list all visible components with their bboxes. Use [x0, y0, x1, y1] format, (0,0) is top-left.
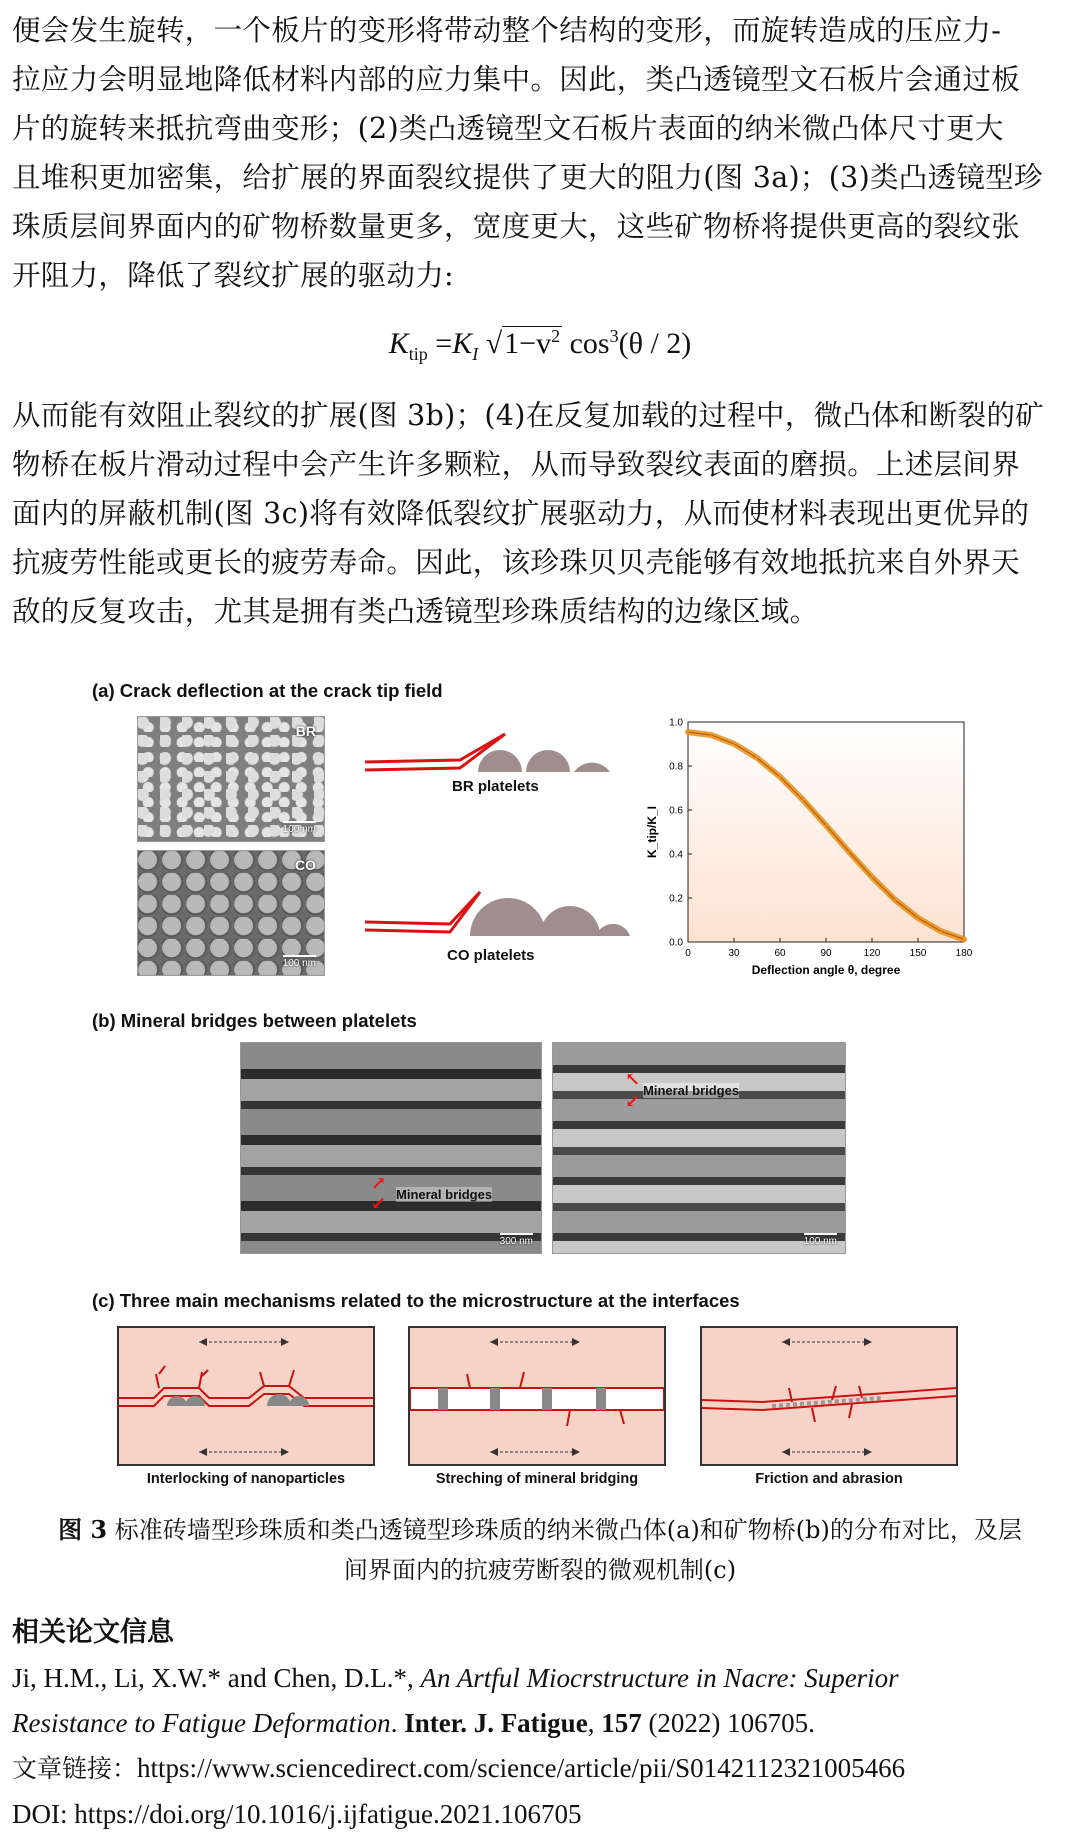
sem-tag-br: BR	[295, 723, 316, 739]
mechanism-label-interlocking: Interlocking of nanoparticles	[146, 1471, 346, 1487]
reference-line-1	[12, 1655, 1068, 1701]
scale-bar: 100 nm	[804, 1233, 837, 1247]
co-platelets-schematic	[360, 880, 630, 940]
mechanism-streching-diagram	[408, 1326, 666, 1466]
data-point	[779, 776, 781, 778]
y-tick-label: 0.6	[669, 805, 683, 817]
text-line: 拉应力会明显地降低材料内部的应力集中。因此，类凸透镜型文石板片会通过板	[12, 63, 1021, 96]
sqrt-sign: √	[485, 327, 503, 360]
x-tick-label: 180	[955, 948, 973, 959]
arrow-icon: ↗	[371, 1173, 387, 1194]
x-tick-label: 120	[863, 948, 881, 959]
eq-sub-tip: tip	[408, 344, 428, 364]
y-tick-label: 0.8	[669, 761, 683, 773]
friction-schematic	[702, 1328, 956, 1464]
arrow-icon: ↖	[625, 1069, 641, 1090]
y-axis-label: K_tip/K_I	[645, 805, 659, 859]
reference-journal: Inter. J. Fatigue	[404, 1708, 588, 1738]
scale-bar: 300 nm	[500, 1233, 533, 1247]
caption-label: 图 3	[58, 1515, 108, 1544]
reference-title-part-1: An Artful Miocrstructure in Nacre: Superior	[420, 1663, 899, 1693]
reference-sep: ,	[587, 1708, 602, 1738]
plot-area	[688, 722, 964, 942]
x-axis-label: Deflection angle θ, degree	[751, 963, 901, 977]
x-tick-label: 0	[685, 948, 691, 959]
mechanism-friction-diagram	[700, 1326, 958, 1466]
sem-image-co	[137, 850, 325, 976]
mineral-bridges-annotation: Mineral bridges	[643, 1083, 740, 1098]
scale-bar: 100 nm	[283, 955, 316, 969]
data-point	[871, 876, 873, 878]
y-tick-label: 1.0	[669, 717, 683, 729]
eq-sup-3: 3	[609, 326, 619, 346]
reference-authors: Ji, H.M., Li, X.W.* and Chen, D.L.*,	[12, 1663, 421, 1693]
data-point	[848, 851, 850, 853]
mechanism-label-streching: Streching of mineral bridging	[435, 1471, 639, 1487]
caption-text-1: 标准砖墙型珍珠质和类凸透镜型珍珠质的纳米微凸体(a)和矿物桥(b)的分布对比，及层	[107, 1516, 1022, 1544]
body-paragraph-2	[12, 391, 1064, 636]
data-point	[917, 917, 919, 919]
y-tick-label: 0.0	[669, 937, 683, 949]
co-platelets-label: CO platelets	[447, 947, 535, 964]
doi-link[interactable]: https://doi.org/10.1016/j.ijfatigue.2021.106705	[74, 1799, 582, 1829]
text-line: 且堆积更加密集，给扩展的界面裂纹提供了更大的阻力(图 3a)；(3)类凸透镜型珍	[12, 161, 1043, 194]
arrow-icon: ↙	[625, 1091, 641, 1112]
x-tick-label: 60	[774, 948, 786, 959]
text-line: 抗疲劳性能或更长的疲劳寿命。因此，该珍珠贝贝壳能够有效地抵抗来自外界天	[12, 546, 1021, 579]
x-tick-label: 90	[820, 948, 832, 959]
y-tick-label: 0.2	[669, 893, 683, 905]
eq-equals: =	[435, 327, 453, 360]
br-platelets-schematic	[360, 722, 610, 782]
reference-dot: .	[390, 1708, 405, 1738]
caption-line-1	[12, 1510, 1068, 1550]
text-line: 面内的屏蔽机制(图 3c)将有效降低裂纹扩展驱动力，从而使材料表现出更优异的	[12, 497, 1030, 530]
text-line: 片的旋转来抵抗弯曲变形；(2)类凸透镜型文石板片表面的纳米微凸体尺寸更大	[12, 112, 1004, 145]
doi-label: DOI:	[12, 1799, 75, 1829]
data-point	[710, 734, 712, 736]
panel-c-heading: (c) Three main mechanisms related to the microstructure at the interfaces	[92, 1290, 740, 1311]
article-link[interactable]: https://www.sciencedirect.com/science/article/pii/S0142112321005466	[137, 1753, 906, 1783]
y-tick-label: 0.4	[669, 849, 683, 861]
caption-line-2: 间界面内的抗疲劳断裂的微观机制(c)	[343, 1556, 737, 1584]
panel-a-heading: (a) Crack deflection at the crack tip field	[92, 680, 443, 701]
ktip-deflection-chart	[640, 712, 980, 992]
arrow-icon: ↙	[371, 1193, 387, 1214]
eq-sup-2: 2	[551, 326, 561, 346]
text-line: 从而能有效阻止裂纹的扩展(图 3b)；(4)在反复加载的过程中，微凸体和断裂的矿	[12, 399, 1045, 432]
data-point	[894, 899, 896, 901]
text-line: 珠质层间界面内的矿物桥数量更多，宽度更大，这些矿物桥将提供更高的裂纹张	[12, 210, 1021, 243]
eq-arg: (θ / 2)	[618, 327, 692, 360]
text-line: 开阻力，降低了裂纹扩展的驱动力:	[12, 259, 454, 292]
link-label: 文章链接：	[12, 1754, 138, 1783]
text-line: 物桥在板片滑动过程中会产生许多颗粒，从而导致裂纹表面的磨损。上述层间界	[12, 448, 1021, 481]
eq-ki: K	[452, 327, 473, 360]
data-point	[963, 939, 965, 941]
reference-volume: 157	[601, 1708, 642, 1738]
body-paragraph-1	[12, 6, 1064, 300]
reference-line-2	[12, 1700, 1068, 1746]
x-tick-label: 30	[728, 948, 740, 959]
equation	[0, 326, 1080, 365]
reference-year-pages: (2022) 106705.	[641, 1708, 815, 1738]
figure-caption	[12, 1510, 1068, 1590]
sem-mineral-bridges-left	[240, 1042, 542, 1254]
eq-k: K	[388, 327, 409, 360]
data-point	[687, 731, 689, 733]
section-title-related-papers: 相关论文信息	[12, 1617, 174, 1648]
mechanism-interlocking-diagram	[117, 1326, 375, 1466]
reference-title-part-2: Resistance to Fatigue Deformation	[12, 1708, 391, 1738]
text-line: 敌的反复攻击，尤其是拥有类凸透镜型珍珠质结构的边缘区域。	[12, 595, 819, 628]
scale-bar: 100 nm	[283, 821, 316, 835]
panel-b-heading: (b) Mineral bridges between platelets	[92, 1010, 417, 1031]
reference-link-line	[12, 1745, 1068, 1792]
eq-sub-i: I	[472, 344, 479, 364]
interlocking-schematic	[119, 1328, 373, 1464]
mineral-bridges-annotation: Mineral bridges	[396, 1187, 493, 1202]
sem-image-br	[137, 716, 325, 842]
sem-tag-co: CO	[295, 857, 316, 873]
text-line: 便会发生旋转，一个板片的变形将带动整个结构的变形，而旋转造成的压应力-	[12, 14, 1002, 47]
eq-radicand	[502, 326, 562, 360]
data-point	[756, 757, 758, 759]
data-point	[940, 930, 942, 932]
sem-mineral-bridges-right	[552, 1042, 846, 1254]
eq-cos: cos	[569, 327, 610, 360]
br-platelets-label: BR platelets	[452, 778, 539, 795]
data-point	[802, 799, 804, 801]
data-point	[825, 825, 827, 827]
eq-radicand-text: 1−v	[504, 327, 552, 360]
mechanism-label-friction: Friction and abrasion	[755, 1471, 903, 1487]
x-tick-label: 150	[909, 948, 927, 959]
streching-schematic	[410, 1328, 664, 1464]
data-point	[733, 743, 735, 745]
reference-doi-line	[12, 1791, 1068, 1837]
